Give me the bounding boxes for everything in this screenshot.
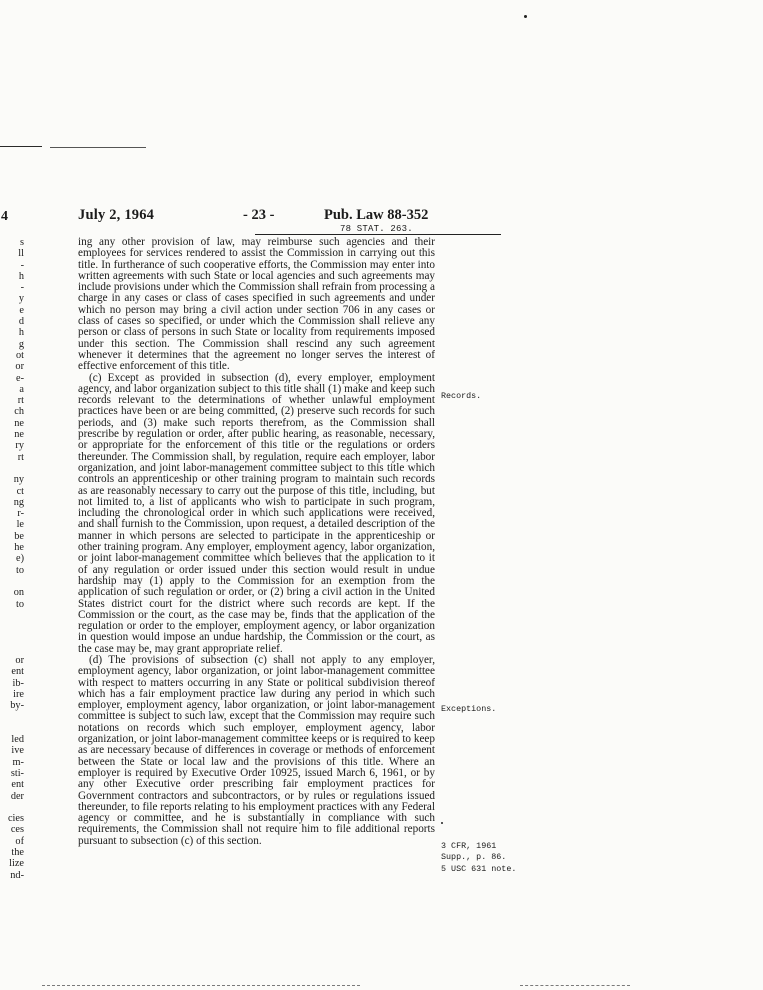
adjacent-page-fragment: r-: [17, 508, 24, 520]
adjacent-page-fragment: by-: [10, 700, 24, 712]
adjacent-page-fragment: ry: [15, 440, 24, 452]
adjacent-page-fragment: ny: [13, 474, 24, 486]
adjacent-page-fragment: e: [19, 304, 24, 316]
header-rule: [255, 234, 501, 235]
adjacent-page-edge-text: [0, 237, 24, 881]
adjacent-page-fragment: cies: [7, 813, 24, 825]
adjacent-page-number: 4: [1, 209, 8, 224]
adjacent-page-fragment: he: [14, 542, 24, 554]
adjacent-page-fragment: or: [15, 361, 24, 373]
bottom-scan-rule: [520, 985, 630, 986]
adjacent-page-fragment: ll: [18, 248, 24, 260]
adjacent-page-fragment: g: [18, 338, 24, 350]
adjacent-page-fragment: ent: [11, 779, 24, 791]
adjacent-page-fragment: [0, 610, 24, 621]
header-public-law: Pub. Law 88-352: [324, 207, 429, 223]
adjacent-page-fragment: ne: [14, 417, 24, 429]
adjacent-page-fragment: a: [19, 383, 24, 395]
adjacent-page-fragment: [0, 576, 24, 587]
adjacent-page-fragment: -: [20, 282, 24, 294]
adjacent-page-fragment: [0, 621, 24, 632]
adjacent-page-fragment: ent: [11, 666, 24, 678]
adjacent-page-fragment: ire: [13, 688, 24, 700]
scan-artifact-dot: [524, 15, 527, 18]
margin-note-records: Records.: [441, 391, 482, 401]
margin-note-exceptions: Exceptions.: [441, 704, 497, 714]
margin-note-citation: 3 CFR, 1961 Supp., p. 86. 5 USC 631 note.: [441, 841, 517, 874]
header-date: July 2, 1964: [78, 207, 155, 223]
adjacent-page-fragment: to: [15, 564, 24, 576]
adjacent-page-fragment: rt: [17, 451, 24, 463]
adjacent-page-fragment: ive: [11, 745, 24, 757]
adjacent-page-fragment: the: [11, 847, 24, 859]
adjacent-page-fragment: of: [15, 835, 24, 847]
adjacent-page-fragment: e): [16, 553, 24, 565]
page-header: [78, 207, 500, 233]
adjacent-page-fragment: -: [20, 259, 24, 271]
scan-artifact-line: [50, 147, 146, 148]
adjacent-page-fragment: h: [18, 327, 24, 339]
adjacent-page-fragment: lize: [9, 858, 24, 870]
adjacent-page-fragment: le: [16, 519, 24, 531]
scan-artifact-line: [0, 146, 42, 147]
adjacent-page-fragment: e-: [16, 372, 24, 384]
adjacent-page-fragment: ot: [15, 349, 24, 361]
adjacent-page-fragment: be: [14, 530, 24, 542]
adjacent-page-fragment: [0, 463, 24, 474]
adjacent-page-fragment: m-: [12, 756, 24, 768]
adjacent-page-fragment: ne: [14, 429, 24, 441]
adjacent-page-fragment: s: [19, 237, 24, 248]
header-page-number: - 23 -: [243, 207, 275, 223]
paragraph-subsection-c: (c) Except as provided in subsection (d), every employer, employment agency, and labor organization subject to this title shall (1) make and keep such records relevant to the determinations of whether unlawful employment practices have been or are being committed, (2) preserve such records for such periods, and (3) make such reports therefrom, as the Commission shall prescribe by regulation or order, after public hearing, as reasonable, necessary, or appropriate for the enforcement of this title or the regulations or orders thereunder. The Commission shall, by regulation, require each employer, labor organization, and joint labor-management committee subject to this title which controls an apprenticeship or other training program to maintain such records as are reasonably necessary to carry out the purpose of this title, including, but not limited to, a list of applicants who wish to participate in such program, including the chronological order in which such applications were received, and shall furnish to the Commission, upon request, a detailed description of the manner in which persons are selected to participate in the apprenticeship or other training program. Any employer, employment agency, labor organization, or joint labor-management committee which believes that the application to it of any regulation or order issued under this section would result in undue hardship may (1) apply to the Commission for an exemption from the application of such regulation or order, or (2) bring a civil action in the United States district court for the district where such records are kept. If the Commission or the court, as the case may be, finds that the application of the regulation or order to the employer, employment agency, or labor organization in question would impose an undue hardship, the Commission or the court, as the case may be, may grant appropriate relief.: [78, 371, 435, 655]
adjacent-page-fragment: sti-: [10, 767, 24, 779]
adjacent-page-fragment: [0, 723, 24, 734]
adjacent-page-fragment: ng: [13, 496, 24, 508]
paragraph-subsection-d: (d) The provisions of subsection (c) shall not apply to any employer, employment agency, labor organization, or joint labor-management committee with respect to matters occurring in any State or political subdivision thereof which has a fair employment practice law during any period in which such employer, employment agency, labor organization, or joint labor-management committee is subject to such law, except that the Commission may require such notations on records which such employer, employment agency, labor organization, or joint labor-management committee keeps or is required to keep as are necessary because of differences in coverage or methods of enforcement between the State or local law and the provisions of this title. Where an employer is required by Executive Order 10925, issued March 6, 1961, or by any other Executive order prescribing fair employment practices for Government contractors and subcontractors, or by rules or regulations issued thereunder, to file reports relating to his employment practices with any Federal agency or committee, and he is substantially in compliance with such requirements, the Commission shall not require him to file additional reports pursuant to subsection (c) of this section.: [78, 653, 435, 847]
adjacent-page-fragment: [0, 632, 24, 643]
adjacent-page-fragment: ces: [10, 824, 24, 836]
scan-artifact-dot: [441, 822, 443, 824]
header-statute-citation: 78 STAT. 263.: [340, 224, 413, 234]
adjacent-page-fragment: h: [18, 270, 24, 282]
statute-body: [78, 237, 435, 847]
adjacent-page-fragment: [0, 711, 24, 722]
adjacent-page-fragment: [0, 644, 24, 655]
adjacent-page-fragment: der: [10, 790, 24, 802]
adjacent-page-fragment: led: [11, 734, 24, 746]
paragraph-continued: ing any other provision of law, may reimburse such agencies and their employees for services rendered to assist the Commission in carrying out this title. In furtherance of such cooperative efforts, the Commission may enter into written agreements with such State or local agencies and such agreements may include provisions under which the Commission shall refrain from processing a charge in any cases or class of cases specified in such agreements and under which no person may bring a civil action under section 706 in any cases or class of cases so specified, or under which the Commission shall relieve any person or class of persons in such State or locality from requirements imposed under this section. The Commission shall rescind any such agreement whenever it determines that the agreement no longer serves the interest of effective enforcement of this title.: [78, 236, 435, 373]
adjacent-page-fragment: ch: [14, 406, 24, 418]
adjacent-page-fragment: nd-: [10, 869, 24, 881]
adjacent-page-fragment: ib-: [12, 677, 24, 689]
adjacent-page-fragment: [0, 802, 24, 813]
adjacent-page-fragment: d: [18, 316, 24, 328]
adjacent-page-fragment: or: [15, 654, 24, 666]
adjacent-page-fragment: y: [18, 293, 24, 305]
adjacent-page-fragment: on: [13, 587, 24, 599]
bottom-scan-rule: [42, 985, 360, 986]
adjacent-page-fragment: to: [15, 598, 24, 610]
adjacent-page-fragment: ct: [16, 485, 24, 497]
adjacent-page-fragment: rt: [17, 395, 24, 407]
